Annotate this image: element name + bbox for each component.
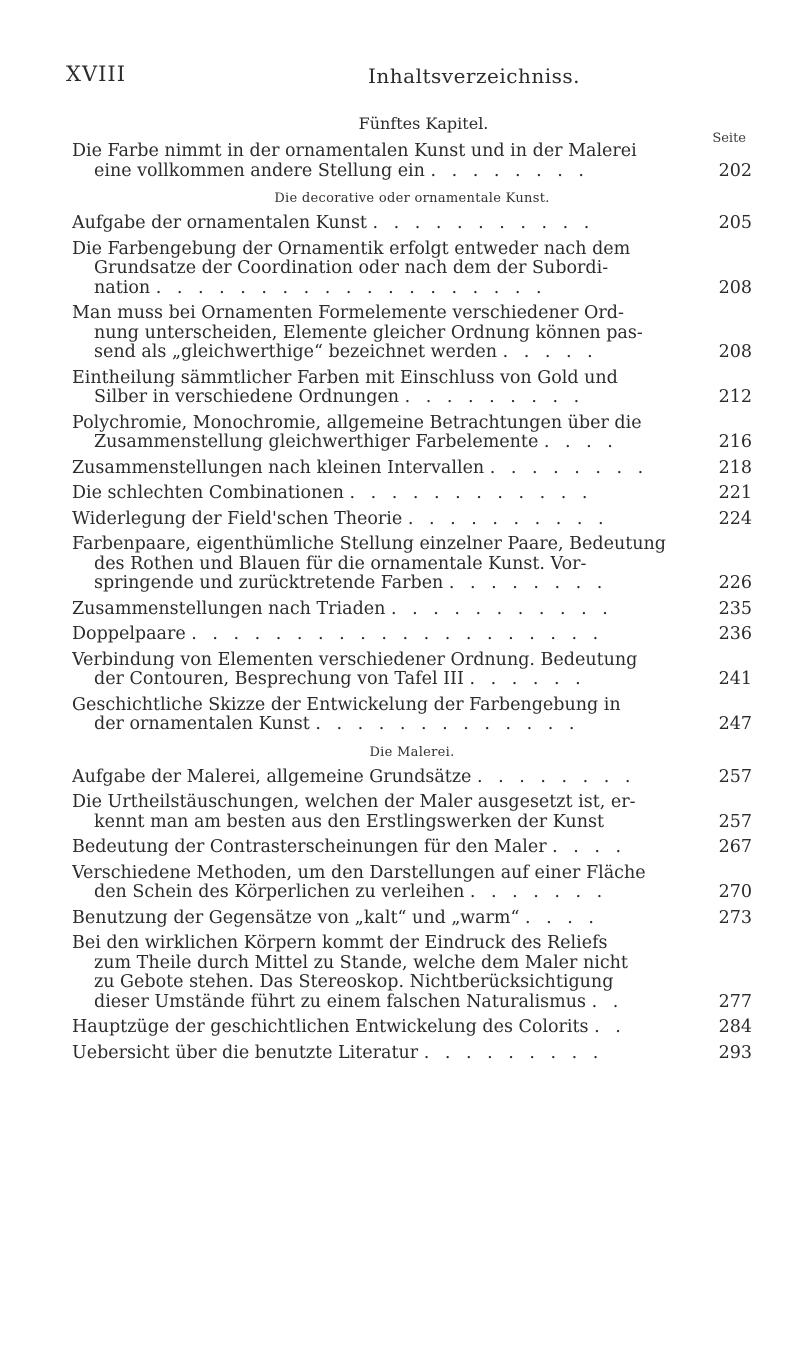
toc-entry-text: Uebersicht über die benutzte Literatur <box>72 1043 419 1063</box>
toc-entry <box>72 1018 752 1038</box>
dot-leader: . . . . <box>543 433 618 452</box>
toc-page-number: 212 <box>718 387 752 407</box>
dot-leader: . . . . . . . . . <box>423 1043 604 1063</box>
toc-entry <box>72 838 752 858</box>
toc-entry-text: Zusammenstellung gleichwerthiger Farbelemente <box>94 433 539 452</box>
toc-page-number: 208 <box>718 342 752 362</box>
toc-entry <box>72 535 752 594</box>
dot-leader: . . . . . . <box>469 670 586 689</box>
dot-leader: . . . . . . . . <box>448 574 608 593</box>
toc-entry-text: Aufgabe der Malerei, allgemeine Grundsätze <box>72 767 472 787</box>
toc-entry <box>72 600 752 620</box>
chapter-title: Fünftes Kapitel. <box>358 114 489 133</box>
running-head <box>0 62 801 94</box>
toc-entry <box>72 142 752 181</box>
toc-entry-text: Man muss bei Ornamenten Formelemente verschiedener Ord- <box>72 304 624 323</box>
dot-leader: . . . . <box>552 838 627 857</box>
toc-entry-text: des Rothen und Blauen für die ornamentale Kunst. Vor- <box>94 554 587 574</box>
dot-leader: . . . . . . . . . . . . . . . . . . . . <box>191 625 604 644</box>
dot-leader: . . <box>591 992 624 1012</box>
toc-entry <box>72 768 752 788</box>
toc-entry-text: Farbenpaare, eigenthümliche Stellung einzelner Paare, Bedeutung <box>72 535 666 554</box>
toc-entry <box>72 651 752 690</box>
dot-leader: . . . . . . . . <box>430 161 589 181</box>
toc-page-number: 236 <box>718 624 752 644</box>
dot-leader: . . . . . . . . . . . . . . . . . . . <box>155 278 547 298</box>
toc-entry-text: Widerlegung der Field'schen Theorie <box>72 509 403 529</box>
toc-entry-text: kennt man am besten aus den Erstlingswerken der Kunst <box>94 812 604 832</box>
toc-entry-text: zu Gebote stehen. Das Stereoskop. Nichtberücksichtigung <box>94 973 614 992</box>
toc-entry-text: Die Urtheilstäuschungen, welchen der Maler ausgesetzt ist, er- <box>72 793 636 812</box>
toc-entry <box>72 510 752 530</box>
toc-entry-text: Eintheilung sämmtlicher Farben mit Einschluss von Gold und <box>72 368 618 388</box>
toc-entry-text: der Contouren, Besprechung von Tafel III <box>94 670 464 689</box>
toc-entry <box>72 625 752 645</box>
toc-page-number: 257 <box>718 766 752 787</box>
toc-page-number: 257 <box>718 811 752 832</box>
toc-entry-text: zum Theile durch Mittel zu Stande, welche dem Maler nicht <box>94 953 628 973</box>
toc-entry <box>72 864 752 903</box>
toc-page-number: 216 <box>718 432 752 452</box>
toc-entry <box>72 414 752 453</box>
toc-page-number: 235 <box>718 598 752 619</box>
toc-entry-text: Verbindung von Elementen verschiedener Ordnung. Bedeutung <box>72 650 638 670</box>
toc-entry <box>72 369 752 408</box>
toc-page-number: 293 <box>718 1042 752 1063</box>
toc-entry-text: Aufgabe der ornamentalen Kunst <box>72 214 367 233</box>
toc-entry <box>72 934 752 1012</box>
dot-leader: . . . . <box>525 908 599 928</box>
toc-entry-text: Verschiedene Methoden, um den Darstellungen auf einer Fläche <box>72 863 646 883</box>
toc-page-number: 273 <box>718 907 752 928</box>
toc-entry <box>72 240 752 299</box>
toc-page-number: 205 <box>718 213 752 233</box>
toc-page-number: 277 <box>718 991 752 1012</box>
toc-page-number: 284 <box>718 1017 752 1037</box>
toc-entry-text: Hauptzüge der geschichtlichen Entwickelung des Colorits <box>72 1018 589 1037</box>
dot-leader: . . . . . . . . . . . . <box>349 484 593 503</box>
section-heading-decorative: Die decorative oder ornamentale Kunst. <box>274 191 550 206</box>
toc-entry-text: Die Farbe nimmt in der ornamentalen Kunst und in der Malerei <box>72 142 637 161</box>
dot-leader: . . . . . . . . . . . <box>390 599 613 619</box>
toc-page-number: 202 <box>718 160 752 181</box>
toc-page-number: 221 <box>718 483 752 503</box>
toc-entry-text: Die schlechten Combinationen <box>72 484 344 503</box>
toc-entry-text: Doppelpaare <box>72 625 186 644</box>
toc-entry-text: nung unterscheiden, Elemente gleicher Ordnung können pas- <box>94 323 643 343</box>
toc-entry-text: Zusammenstellungen nach kleinen Intervallen <box>72 458 485 478</box>
table-of-contents <box>72 142 752 1069</box>
toc-page-number: 226 <box>718 573 752 593</box>
toc-entry-text: send als „gleichwerthige“ bezeichnet werden <box>94 343 498 362</box>
toc-entry <box>72 1044 752 1064</box>
toc-entry <box>72 696 752 735</box>
toc-entry-text: Benutzung der Gegensätze von „kalt“ und „warm“ <box>72 908 520 928</box>
dot-leader: . . . . . . . . . <box>404 388 585 407</box>
dot-leader: . . <box>594 1018 626 1037</box>
toc-page-number: 247 <box>718 714 752 734</box>
dot-leader: . . . . . . . . . . . . . <box>315 715 580 734</box>
toc-entry-text: der ornamentalen Kunst <box>94 715 310 734</box>
toc-entry <box>72 909 752 929</box>
toc-page-number: 224 <box>718 508 752 529</box>
toc-group-decorative <box>72 214 752 735</box>
toc-page-number: 218 <box>718 457 752 478</box>
toc-entry-text: springende und zurücktretende Farben <box>94 574 444 593</box>
toc-entry <box>72 304 752 363</box>
toc-entry-text: Bei den wirklichen Körpern kommt der Eindruck des Reliefs <box>72 934 608 953</box>
toc-entry <box>72 459 752 479</box>
toc-entry-text: nation <box>94 278 151 298</box>
toc-entry-text: Die Farbengebung der Ornamentik erfolgt entweder nach dem <box>72 239 631 259</box>
toc-entry-text: Geschichtliche Skizze der Entwickelung der Farbengebung in <box>72 695 621 715</box>
dot-leader: . . . . . . . . . . <box>407 509 609 529</box>
toc-entry-text: den Schein des Körperlichen zu verleihen <box>94 883 465 902</box>
toc-group-intro <box>72 142 752 181</box>
toc-entry-text: dieser Umstände führt zu einem falschen Naturalismus <box>94 992 586 1012</box>
toc-entry <box>72 793 752 832</box>
toc-entry-text: Bedeutung der Contrasterscheinungen für den Maler <box>72 838 547 857</box>
dot-leader: . . . . . . . <box>469 883 608 902</box>
toc-entry-text: Grundsatze der Coordination oder nach dem der Subordi- <box>94 259 609 278</box>
dot-leader: . . . . . . . . <box>477 767 636 787</box>
toc-entry-text: eine vollkommen andere Stellung ein <box>94 161 425 181</box>
toc-page-number: 208 <box>718 277 752 298</box>
toc-entry <box>72 484 752 504</box>
section-heading-malerei: Die Malerei. <box>369 744 455 760</box>
toc-entry-text: Polychromie, Monochromie, allgemeine Betrachtungen über die <box>72 413 642 433</box>
toc-entry-text: Zusammenstellungen nach Triaden <box>72 599 386 619</box>
page-column-label: Seite <box>712 131 746 146</box>
toc-group-malerei <box>72 768 752 1064</box>
dot-leader: . . . . . . . . . . . <box>372 214 595 233</box>
toc-page-number: 241 <box>718 669 752 689</box>
running-title: Inhaltsverzeichniss. <box>368 64 580 88</box>
dot-leader: . . . . . <box>502 343 598 362</box>
dot-leader: . . . . . . . . <box>489 458 649 478</box>
toc-entry-text: Silber in verschiedene Ordnungen <box>94 388 400 407</box>
toc-page-number: 270 <box>718 882 752 902</box>
toc-entry <box>72 214 752 234</box>
toc-page-number: 267 <box>718 837 752 857</box>
page-folio: XVIII <box>66 62 127 86</box>
